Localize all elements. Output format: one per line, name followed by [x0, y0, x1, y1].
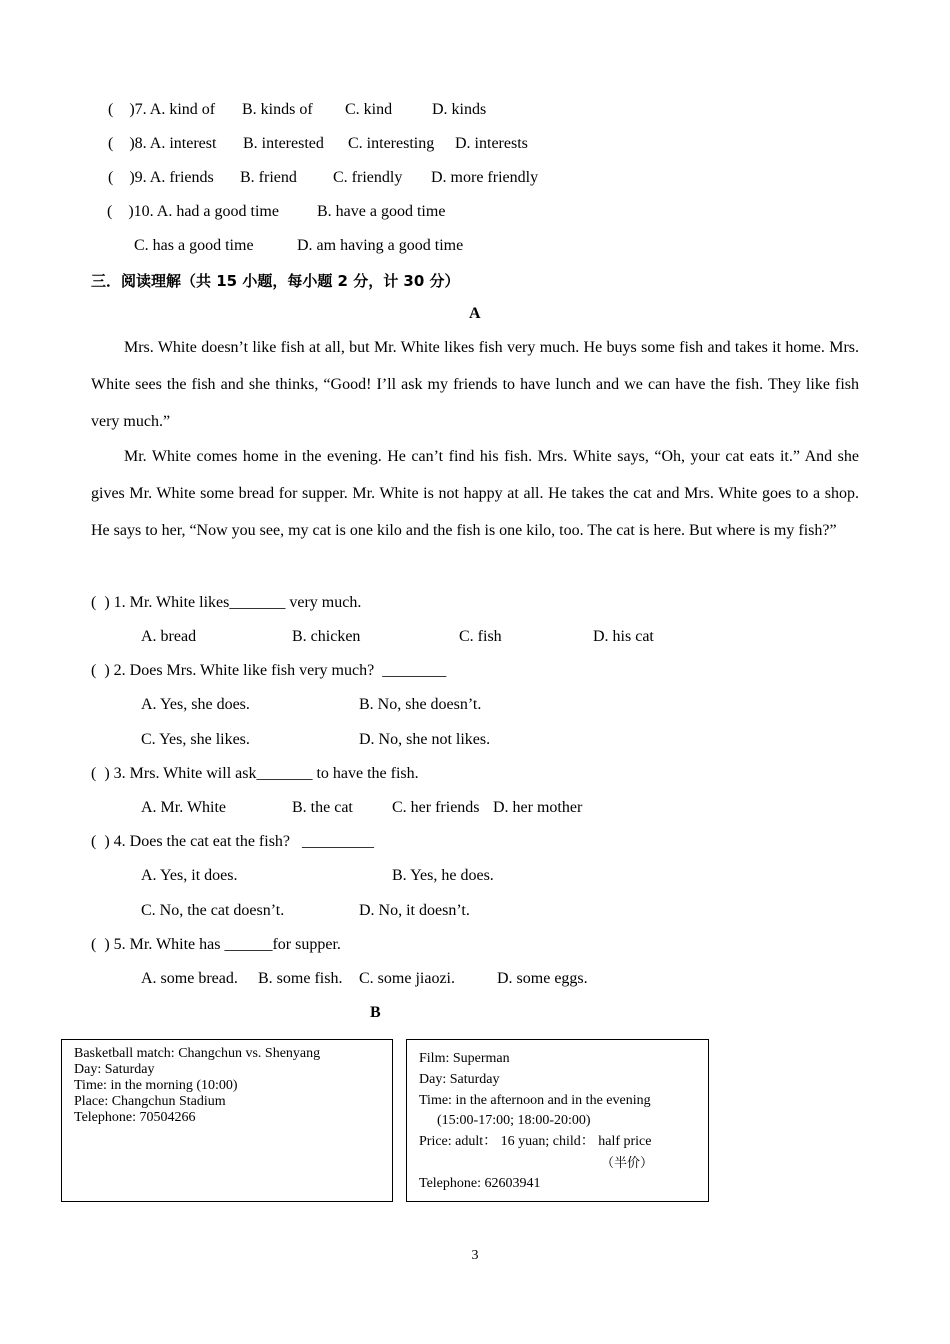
question-1: ( ) 1. Mr. White likes_______ very much. — [91, 594, 362, 611]
cloze-q10-a: ( )10. A. had a good time — [107, 203, 279, 220]
q3-option-a: A. Mr. White — [141, 799, 227, 816]
q2-option-a: A. Yes, she does. — [141, 696, 250, 713]
q5-option-c: C. some jiaozi. — [359, 970, 455, 987]
section-heading: 三．阅读理解（共 15 小题，每小题 2 分，计 30 分） — [91, 272, 460, 290]
cloze-q8-b: B. interested — [243, 135, 324, 152]
q2-option-c: C. Yes, she likes. — [141, 731, 250, 748]
basketball-notice — [61, 1039, 393, 1202]
q4-option-a: A. Yes, it does. — [141, 867, 238, 884]
question-5: ( ) 5. Mr. White has ______for supper. — [91, 936, 341, 953]
notice2-time-detail: (15:00-17:00; 18:00-20:00) — [437, 1113, 591, 1129]
cloze-q10-c: C. has a good time — [134, 237, 254, 254]
page-number: 3 — [471, 1248, 479, 1263]
q3-option-b: B. the cat — [292, 799, 353, 816]
cloze-q9-a: ( )9. A. friends — [108, 169, 214, 186]
q2-option-d: D. No, she not likes. — [359, 731, 491, 748]
cloze-q7-c: C. kind — [345, 101, 393, 118]
notice1-telephone: Telephone: 70504266 — [74, 1110, 196, 1125]
notice2-price: Price: adult： 16 yuan; child： half price — [419, 1134, 652, 1150]
passage-a — [91, 329, 859, 440]
cloze-q7-a: ( )7. A. kind of — [108, 101, 216, 118]
q5-option-a: A. some bread. — [141, 970, 238, 987]
q4-option-d: D. No, it doesn’t. — [359, 902, 470, 919]
cloze-q9-d: D. more friendly — [431, 169, 539, 186]
passage-a-cont — [91, 438, 859, 549]
q5-option-d: D. some eggs. — [497, 970, 588, 987]
q1-option-d: D. his cat — [593, 628, 654, 645]
passage-a-paragraph-2: Mr. White comes home in the evening. He can’t find his fish. Mrs. White says, “Oh, your cat eats it.” And she gives Mr. White some bread for supper. Mr. White is not happy at all. He takes the cat and Mrs. White goes to a shop. He says to her, “Now you see, my cat is one kilo and the fish is one kilo, too. The cat is here. But where is my fish?” — [91, 448, 859, 539]
cloze-q8-a: ( )8. A. interest — [108, 135, 217, 152]
q1-option-b: B. chicken — [292, 628, 361, 645]
notice1-time: Time: in the morning (10:00) — [74, 1078, 238, 1093]
notice1-title: Basketball match: Changchun vs. Shenyang — [74, 1046, 321, 1061]
notice1-place: Place: Changchun Stadium — [74, 1094, 226, 1109]
cloze-q7-d: D. kinds — [432, 101, 487, 118]
cloze-q8-d: D. interests — [455, 135, 528, 152]
cloze-q9-c: C. friendly — [333, 169, 403, 186]
notice2-time: Time: in the afternoon and in the evening — [419, 1092, 651, 1108]
q3-option-c: C. her friends — [392, 799, 480, 816]
q1-option-c: C. fish — [459, 628, 502, 645]
passage-a-label: A — [469, 305, 481, 322]
q2-option-b: B. No, she doesn’t. — [359, 696, 482, 713]
cloze-q9-b: B. friend — [240, 169, 297, 186]
cloze-q8-c: C. interesting — [348, 135, 435, 152]
q5-option-b: B. some fish. — [258, 970, 343, 987]
question-4: ( ) 4. Does the cat eat the fish? _________ — [91, 833, 375, 850]
q3-option-d: D. her mother — [493, 799, 583, 816]
passage-a-paragraph-1: Mrs. White doesn’t like fish at all, but Mr. White likes fish very much. He buys some fish and takes it home. Mrs. White sees the fish and she thinks, “Good! I’ll ask my friends to have lunch and we can have the fish. They like fish very much.” — [91, 339, 859, 430]
notice2-telephone: Telephone: 62603941 — [419, 1175, 541, 1191]
cloze-q10-b: B. have a good time — [317, 203, 446, 220]
film-notice — [406, 1039, 709, 1202]
passage-b-label: B — [370, 1004, 381, 1021]
notice2-half-note: （半价） — [601, 1154, 654, 1170]
cloze-q10-d: D. am having a good time — [297, 237, 464, 254]
notice1-day: Day: Saturday — [74, 1062, 155, 1077]
notice2-day: Day: Saturday — [419, 1071, 500, 1087]
question-2: ( ) 2. Does Mrs. White like fish very much? ________ — [91, 662, 447, 679]
cloze-q7-b: B. kinds of — [242, 101, 313, 118]
q1-option-a: A. bread — [141, 628, 197, 645]
notice2-film: Film: Superman — [419, 1051, 510, 1066]
q4-option-c: C. No, the cat doesn’t. — [141, 902, 285, 919]
q4-option-b: B. Yes, he does. — [392, 867, 494, 884]
question-3: ( ) 3. Mrs. White will ask_______ to have the fish. — [91, 765, 419, 782]
